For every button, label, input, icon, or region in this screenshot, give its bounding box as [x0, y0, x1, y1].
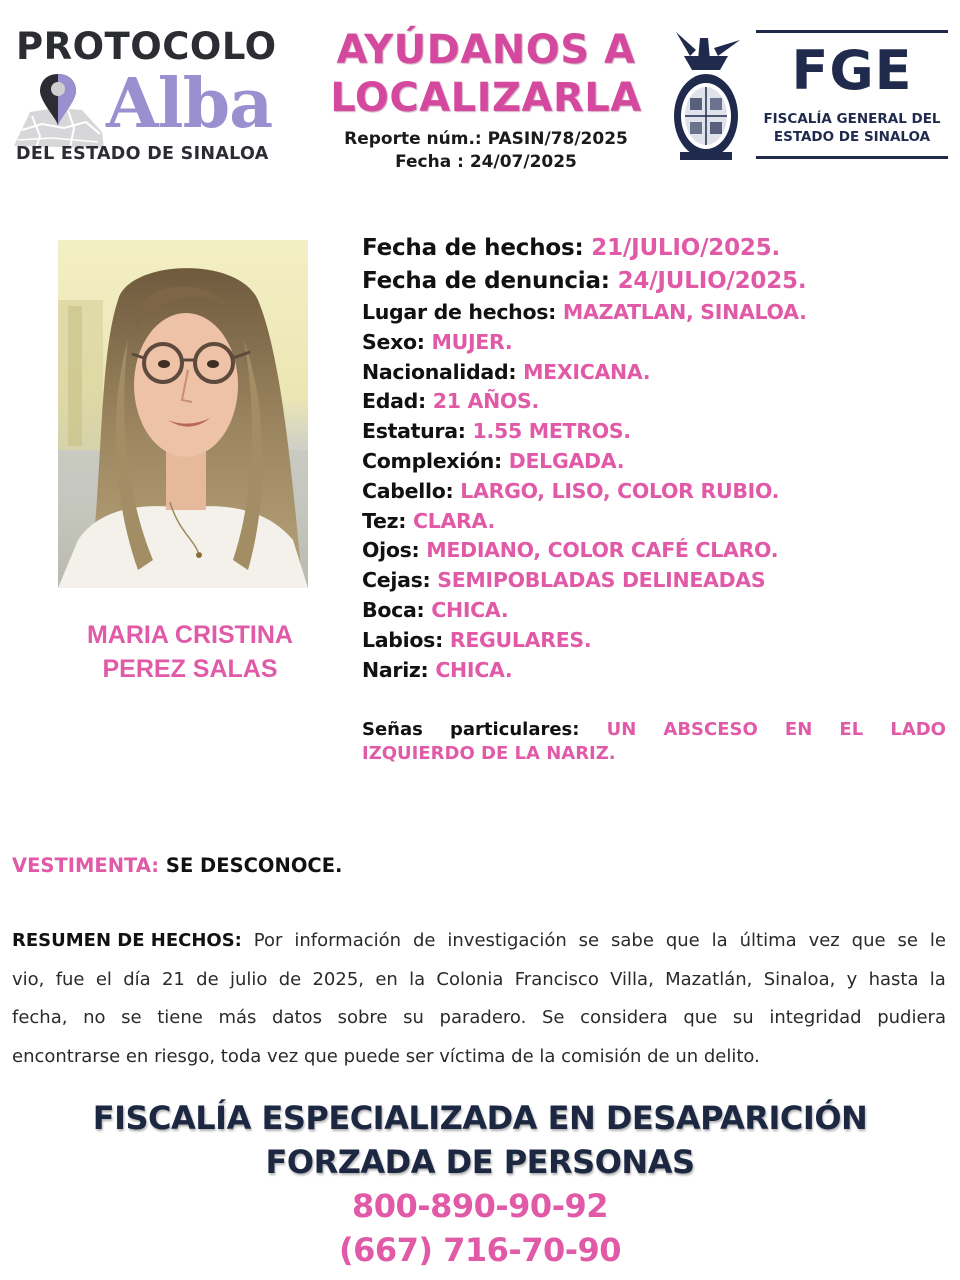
person-name-line2: PEREZ SALAS — [102, 655, 278, 683]
resumen-word: 21 — [161, 968, 185, 990]
detail-label: Sexo: — [362, 329, 425, 354]
resumen-word: se — [121, 1007, 142, 1028]
detail-lugar-hechos — [362, 298, 952, 328]
detail-label: Nacionalidad: — [362, 359, 517, 384]
detail-label: Tez: — [362, 508, 407, 533]
report-number: Reporte núm.: PASIN/78/2025 — [344, 129, 628, 149]
state-seal-icon — [670, 26, 742, 161]
contact-footer — [0, 1096, 960, 1272]
senas-particulares — [362, 718, 946, 766]
resumen-word: vez — [808, 930, 840, 951]
resumen-word: fecha, — [12, 1007, 68, 1028]
resumen-word: le — [929, 930, 946, 951]
fge-acronym: FGE — [791, 39, 913, 102]
resumen-word: considera — [580, 1007, 668, 1028]
resumen-word: Por — [253, 930, 283, 951]
resumen-word: paradero. — [439, 1007, 527, 1028]
resumen-word: que — [665, 930, 700, 951]
detail-label: Estatura: — [362, 419, 466, 444]
detail-label: Nariz: — [362, 657, 429, 682]
resumen-word: de — [412, 930, 436, 951]
phone-number-local[interactable]: (667) 716-70-90 — [338, 1231, 622, 1269]
resumen-word: de — [278, 968, 302, 990]
resumen-word: 2025, — [312, 968, 365, 990]
detail-value: DELGADA. — [508, 448, 625, 473]
resumen-word: día — [123, 968, 151, 990]
detail-sexo — [362, 328, 952, 358]
resumen-word: Villa, — [610, 968, 654, 990]
detail-label: Edad: — [362, 389, 426, 414]
alert-header — [318, 26, 654, 174]
resumen-word: julio — [229, 968, 268, 990]
alert-title-line2: LOCALIZARLA — [330, 75, 642, 121]
person-photo — [58, 240, 308, 588]
portrait-image — [58, 240, 308, 588]
detail-label: Cabello: — [362, 478, 454, 503]
vestimenta-value: SE DESCONOCE. — [165, 854, 343, 877]
detail-value: MEXICANA. — [523, 359, 651, 384]
detail-estatura — [362, 417, 952, 447]
senas-value-word: EN — [784, 719, 813, 740]
resumen-word: Sinaloa, — [763, 968, 836, 990]
resumen-word: más — [218, 1007, 257, 1028]
detail-value: MEDIANO, COLOR CAFÉ CLARO. — [426, 538, 779, 563]
agency-name-line2: FORZADA DE PERSONAS — [265, 1143, 695, 1181]
resumen-line1 — [12, 922, 946, 961]
detail-value: MUJER. — [431, 329, 513, 354]
person-name-line1: MARIA CRISTINA — [86, 621, 293, 649]
missing-person-name — [40, 618, 340, 686]
senas-value-word: ABSCESO — [663, 719, 758, 740]
fge-bottom-rule — [756, 156, 948, 159]
resumen-word: última — [739, 930, 797, 951]
detail-label: Complexión: — [362, 448, 502, 473]
resumen-word: tiene — [157, 1007, 203, 1028]
resumen-word: Mazatlán, — [665, 968, 753, 990]
resumen-word: Colonia — [436, 968, 504, 990]
resumen-word: integridad — [769, 1007, 862, 1028]
vestimenta-label: VESTIMENTA: — [12, 854, 160, 877]
resumen-word: vio, — [12, 968, 45, 990]
resumen-word: investigación — [447, 930, 567, 951]
resumen-word: que — [851, 930, 886, 951]
detail-labios — [362, 626, 952, 656]
resumen-word: información — [294, 930, 402, 951]
resumen-label: RESUMEN DE HECHOS: — [12, 930, 242, 951]
detail-fecha-hechos — [362, 232, 952, 265]
resumen-word: Se — [541, 1007, 565, 1028]
resumen-word: la — [929, 968, 946, 990]
detail-label: Fecha de denuncia: — [362, 268, 610, 294]
detail-label: Boca: — [362, 597, 425, 622]
person-details — [362, 232, 952, 685]
fge-name-line2: ESTADO DE SINALOA — [773, 129, 931, 145]
detail-label: Ojos: — [362, 538, 420, 563]
resumen-word: fue — [55, 968, 85, 990]
resumen-word: pudiera — [877, 1007, 946, 1028]
detail-nacionalidad — [362, 358, 952, 388]
senas-value-word: EL — [839, 719, 864, 740]
resumen-word: no — [83, 1007, 106, 1028]
detail-value: REGULARES. — [449, 627, 592, 652]
detail-complexion — [362, 447, 952, 477]
resumen-word: la — [409, 968, 426, 990]
resumen-line3 — [12, 999, 946, 1038]
detail-label: Cejas: — [362, 568, 431, 593]
detail-value: MAZATLAN, SINALOA. — [562, 300, 807, 324]
resumen-word: datos — [272, 1007, 322, 1028]
detail-label: Fecha de hechos: — [362, 235, 584, 261]
detail-value: 1.55 METROS. — [472, 419, 631, 444]
resumen-last-line: encontrarse en riesgo, toda vez que puede ser víctima de la comisión de un delito. — [12, 1045, 760, 1067]
resumen-word: y — [846, 968, 858, 990]
protocolo-alba-logo — [12, 25, 302, 170]
detail-fecha-denuncia — [362, 265, 952, 298]
agency-name-line1: FISCALÍA ESPECIALIZADA EN DESAPARICIÓN — [92, 1099, 868, 1137]
logo-protocolo-text: PROTOCOLO — [16, 25, 277, 68]
detail-value: SEMIPOBLADAS DELINEADAS — [437, 568, 766, 593]
detail-tez — [362, 507, 952, 537]
detail-value: 21 AÑOS. — [432, 389, 540, 414]
resumen-word: se — [578, 930, 600, 951]
fge-logo — [670, 26, 950, 166]
detail-nariz — [362, 656, 952, 686]
detail-cabello — [362, 477, 952, 507]
resumen-word: se — [897, 930, 918, 951]
detail-boca — [362, 596, 952, 626]
resumen-de-hechos — [12, 922, 946, 1076]
map-pin-icon — [12, 70, 107, 150]
detail-value: CHICA. — [435, 657, 513, 682]
detail-value: LARGO, LISO, COLOR RUBIO. — [460, 478, 780, 503]
resumen-word: que — [683, 1007, 718, 1028]
senas-line1 — [362, 718, 946, 742]
resumen-word: la — [711, 930, 728, 951]
resumen-word: Francisco — [514, 968, 599, 990]
resumen-word: hasta — [868, 968, 919, 990]
resumen-word: el — [95, 968, 112, 990]
detail-edad — [362, 387, 952, 417]
detail-value: CLARA. — [412, 508, 495, 533]
fge-name-line1: FISCALÍA GENERAL DEL — [763, 111, 941, 127]
alert-title-line1: AYÚDANOS A — [336, 27, 636, 73]
senas-value-word: UN — [606, 719, 637, 740]
detail-cejas — [362, 566, 952, 596]
logo-estado-text: DEL ESTADO DE SINALOA — [16, 144, 269, 164]
logo-alba-text: Alba — [106, 64, 273, 144]
detail-value: 21/JULIO/2025. — [591, 235, 781, 261]
resumen-word: sobre — [337, 1007, 388, 1028]
senas-line2: IZQUIERDO DE LA NARIZ. — [362, 743, 616, 764]
report-date: Fecha : 24/07/2025 — [395, 152, 577, 172]
phone-number-tollfree[interactable]: 800-890-90-92 — [352, 1187, 608, 1225]
resumen-word: su — [732, 1007, 754, 1028]
senas-label-word: particulares: — [449, 719, 580, 740]
fge-name — [746, 110, 958, 146]
fge-top-rule — [756, 30, 948, 33]
detail-value: CHICA. — [431, 597, 509, 622]
detail-ojos — [362, 536, 952, 566]
detail-label: Lugar de hechos: — [362, 300, 557, 324]
senas-label-word: Señas — [362, 719, 423, 740]
resumen-word: de — [196, 968, 219, 990]
resumen-word: sabe — [611, 930, 654, 951]
resumen-word: su — [403, 1007, 424, 1028]
resumen-line2 — [12, 961, 946, 1000]
resumen-word: en — [375, 968, 398, 990]
detail-label: Labios: — [362, 627, 443, 652]
vestimenta — [12, 854, 342, 877]
detail-value: 24/JULIO/2025. — [617, 268, 807, 294]
senas-value-word: LADO — [890, 719, 946, 740]
resumen-line4 — [12, 1038, 946, 1077]
